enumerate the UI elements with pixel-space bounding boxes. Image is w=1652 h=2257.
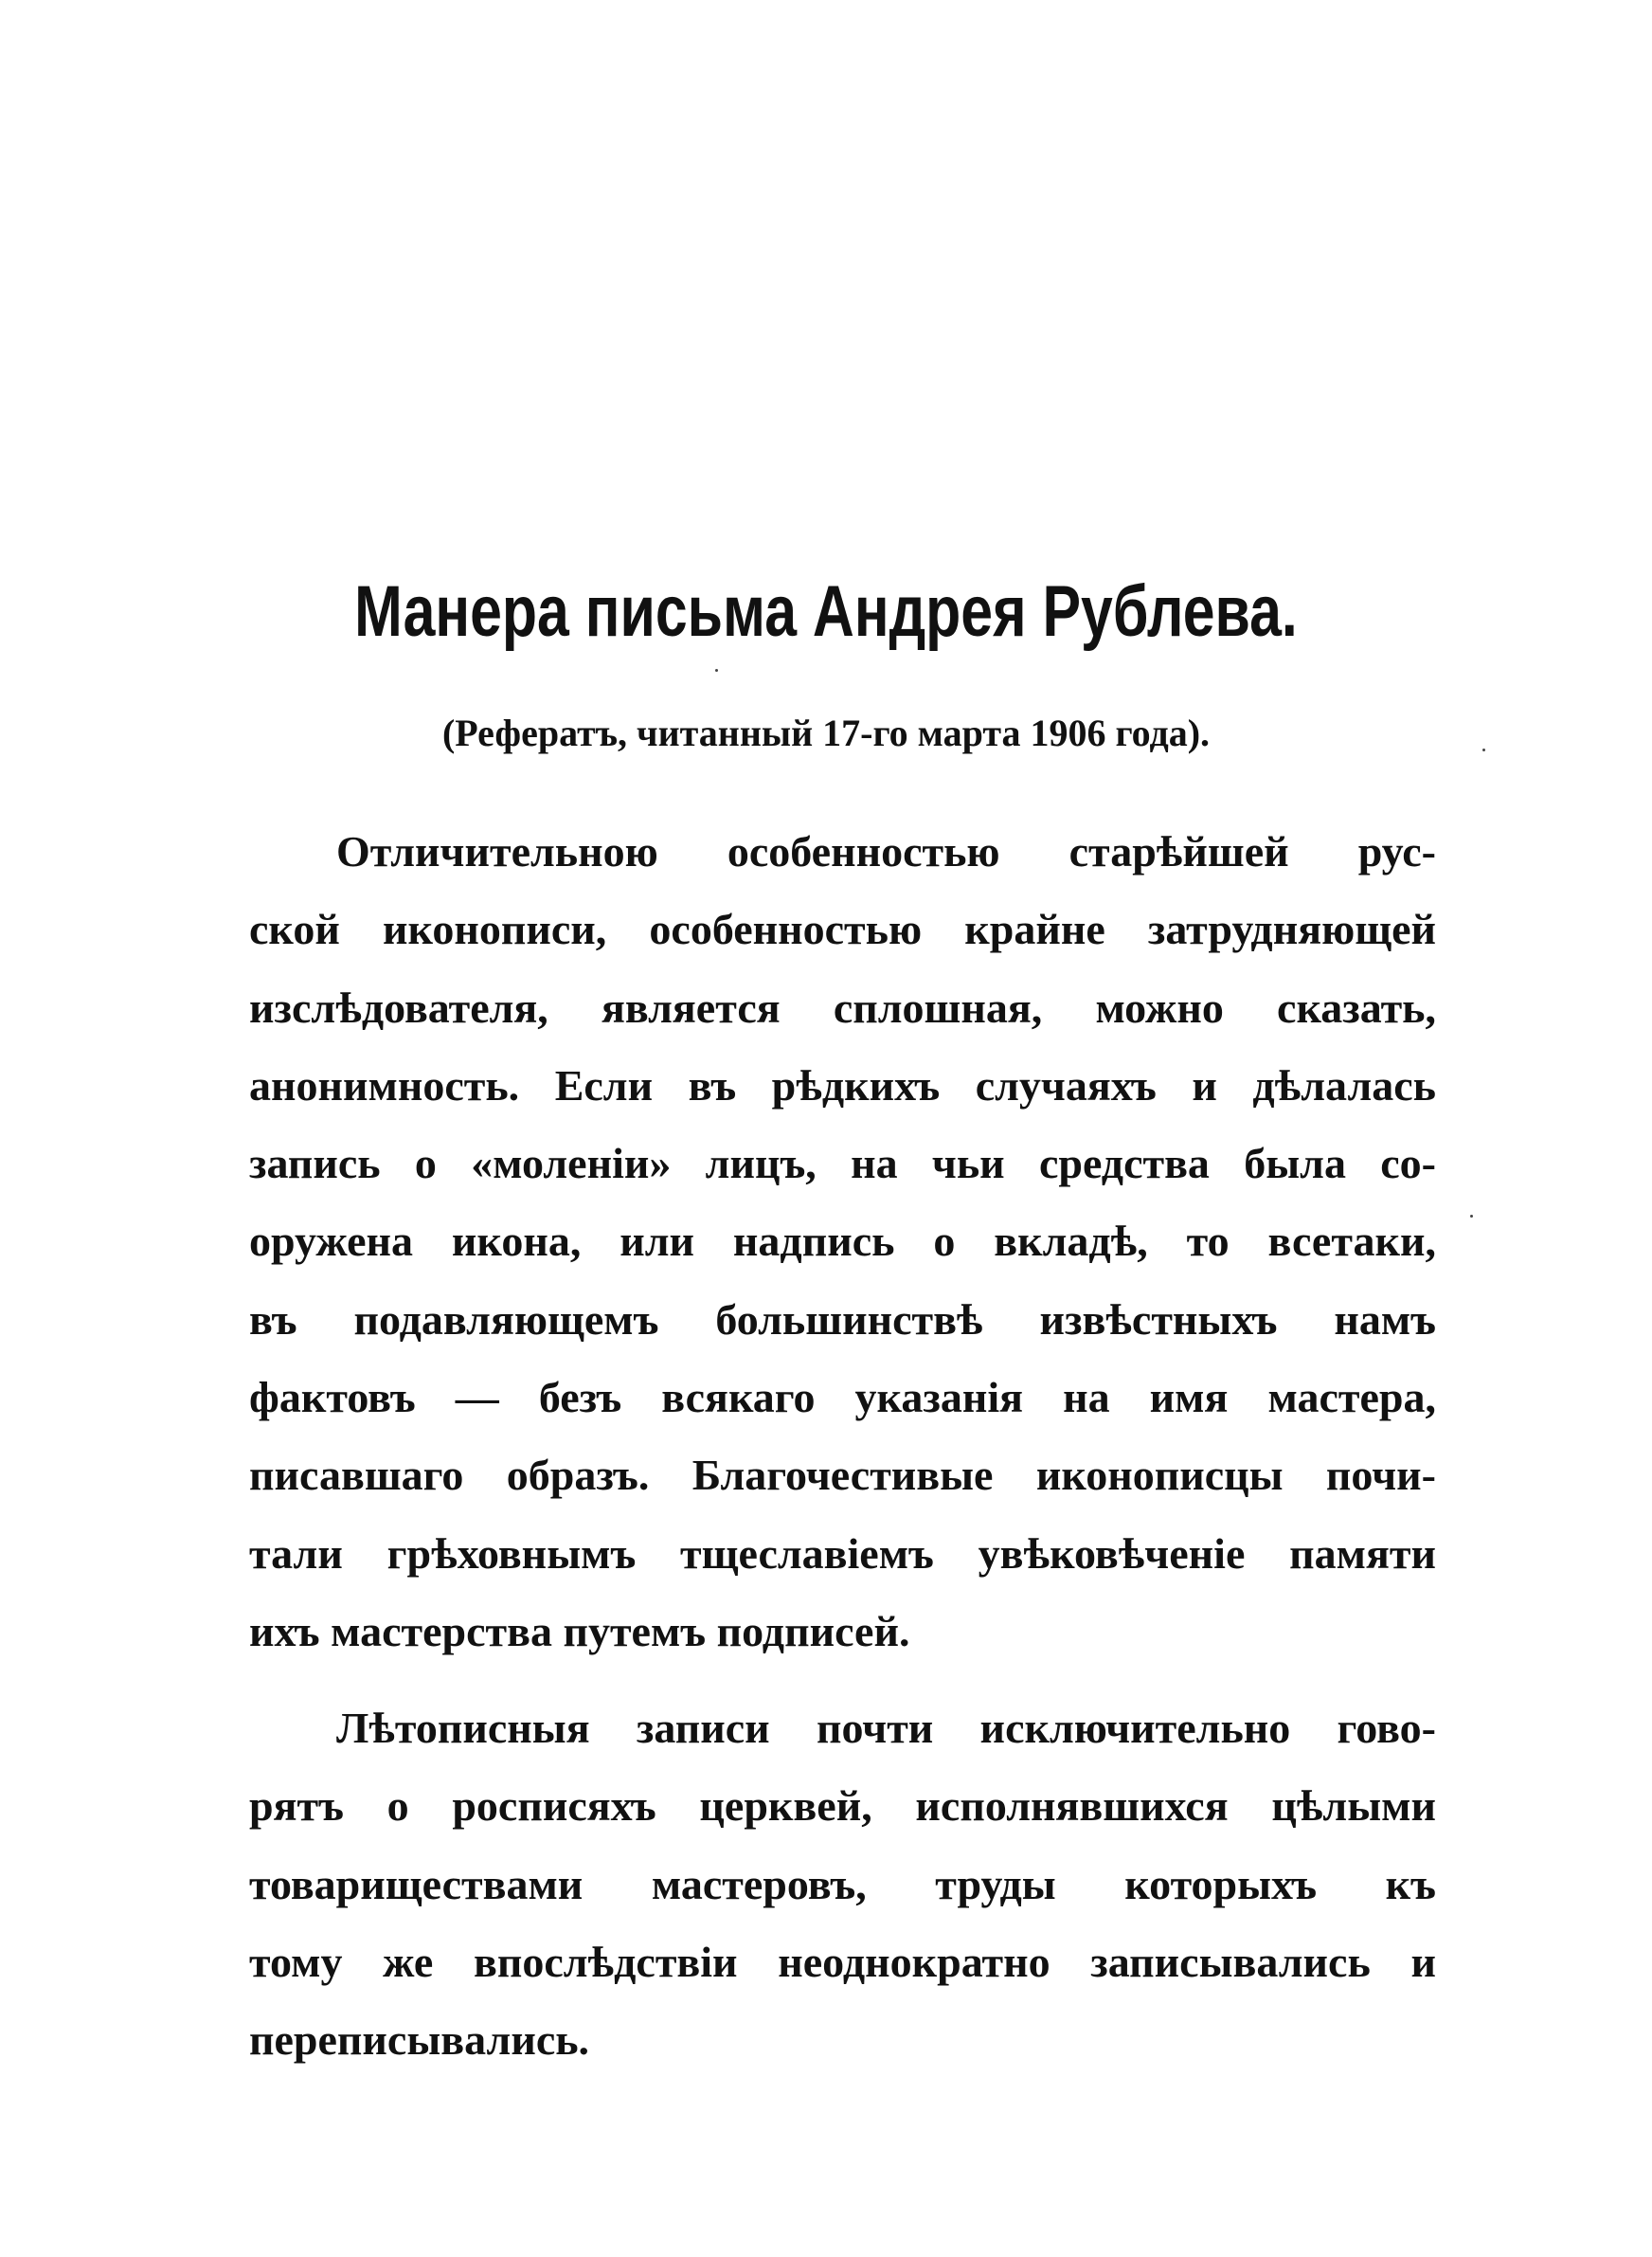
text-line: переписывались.	[249, 2015, 590, 2065]
paragraph-2	[249, 1689, 1436, 2079]
text-line: въ подавляющемъ большинствѣ извѣстныхъ намъ	[249, 1294, 1436, 1344]
text-line: Отличительною особенностью старѣйшей рус-	[336, 827, 1436, 876]
text-line: фактовъ — безъ всякаго указанія на имя мастера,	[249, 1373, 1436, 1422]
text-line: изслѣдователя, является сплошная, можно сказать,	[249, 983, 1436, 1032]
scan-speck	[1482, 749, 1485, 751]
text-line: оружена икона, или надпись о вкладѣ, то всетаки,	[249, 1217, 1436, 1266]
text-line: ской иконописи, особенностью крайне затрудняющей	[249, 905, 1436, 954]
page-title: Манера письма Андрея Рублева.	[354, 571, 1298, 652]
scan-speck	[1470, 1215, 1473, 1218]
text-line: тому же впослѣдствіи неоднократно записывались и	[249, 1937, 1436, 1986]
text-line: ихъ мастерства путемъ подписей.	[249, 1606, 910, 1655]
text-line: рятъ о росписяхъ церквей, исполнявшихся цѣлыми	[249, 1781, 1436, 1831]
scan-speck	[715, 669, 718, 672]
text-line: запись о «моленіи» лицъ, на чьи средства была со-	[249, 1139, 1436, 1188]
text-line: анонимность. Если въ рѣдкихъ случаяхъ и дѣлалась	[249, 1060, 1436, 1110]
text-line: Лѣтописныя записи почти исключительно гово-	[336, 1704, 1436, 1752]
paragraph-1	[249, 813, 1436, 1670]
page-subtitle: (Рефератъ, читанный 17-го марта 1906 года).	[441, 712, 1211, 754]
text-line: товариществами мастеровъ, труды которыхъ къ	[249, 1859, 1436, 1908]
text-line: писавшаго образъ. Благочестивые иконописцы почи-	[249, 1451, 1436, 1500]
text-line: тали грѣховнымъ тщеславіемъ увѣковѣченіе памяти	[249, 1528, 1436, 1578]
